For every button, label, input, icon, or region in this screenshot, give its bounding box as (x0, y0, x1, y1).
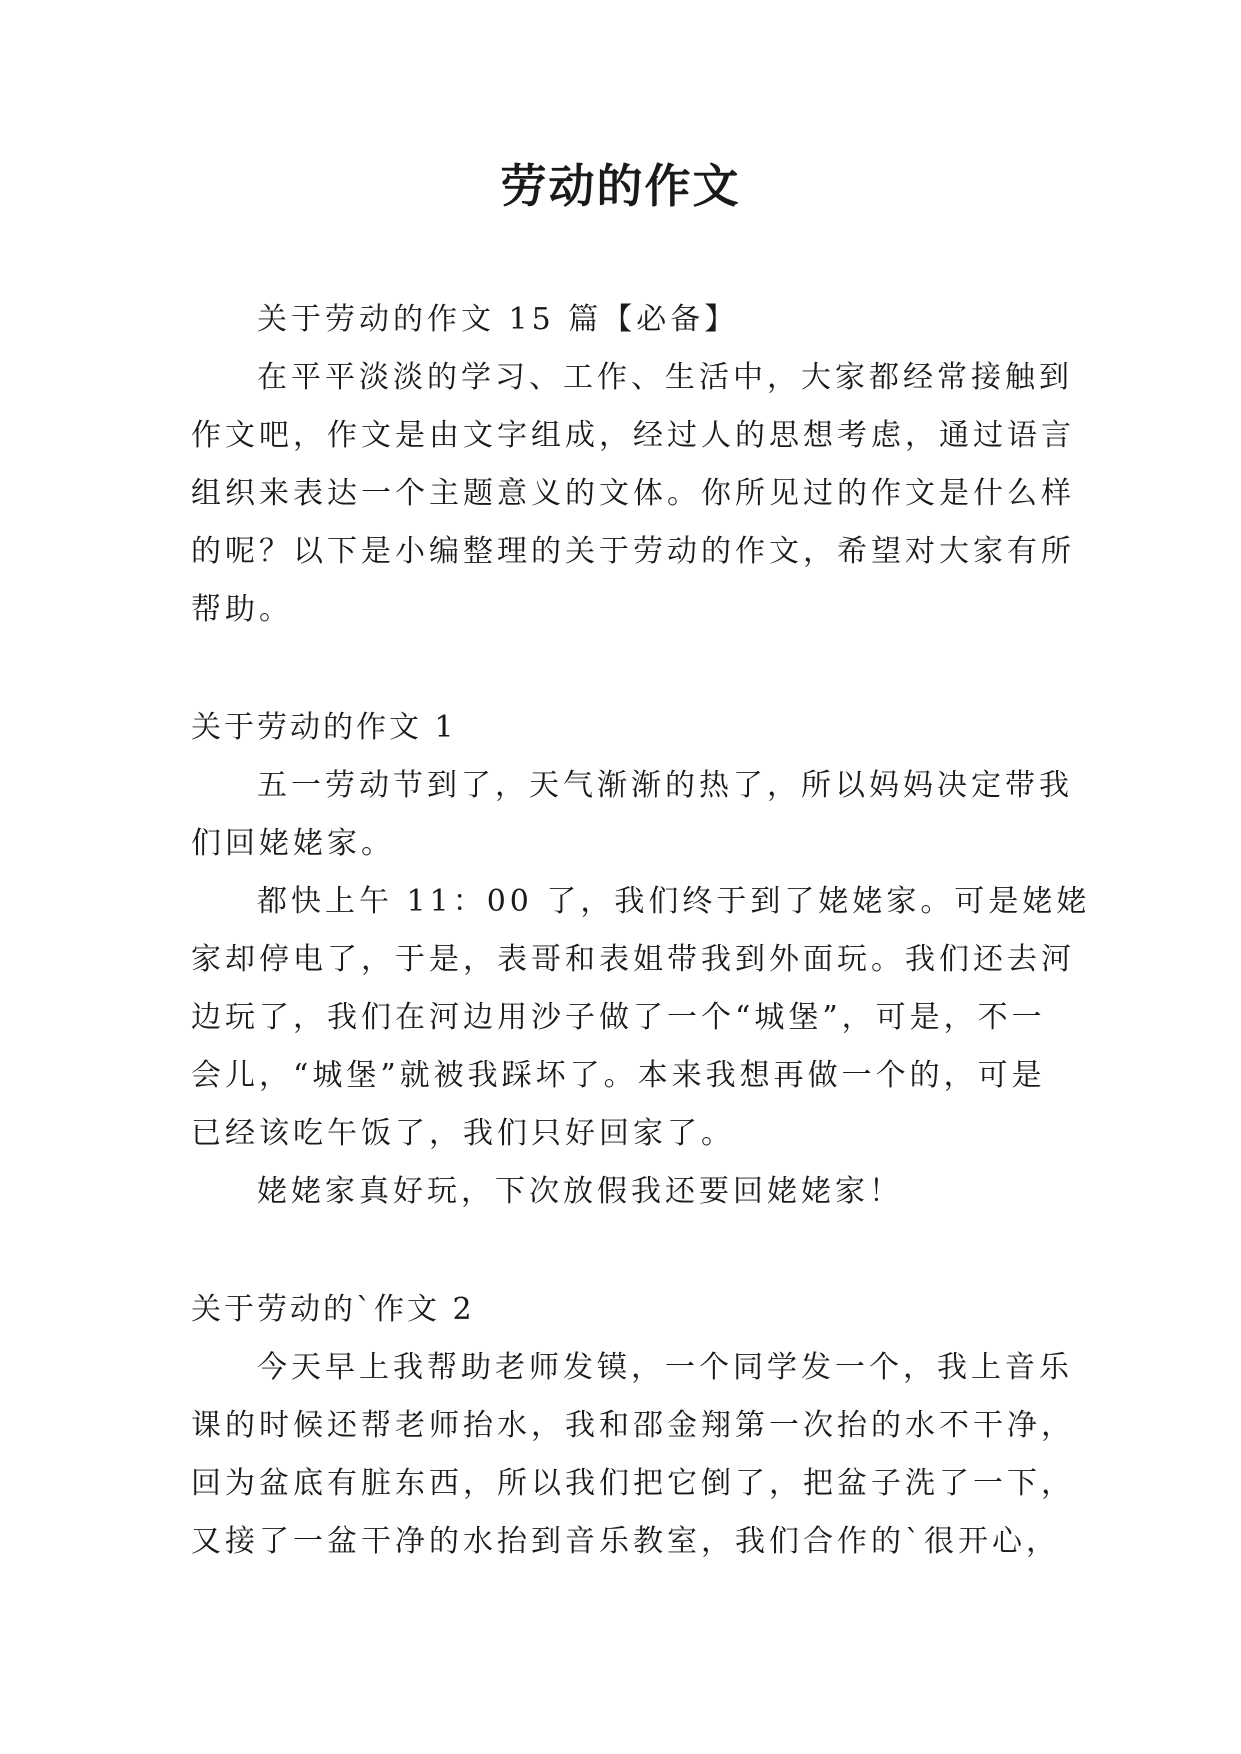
section-gap (191, 639, 1071, 699)
intro-paragraph (191, 349, 1075, 639)
essay-line: 今天早上我帮助老师发镆，一个同学发一个，我上音乐 (257, 1350, 1073, 1385)
intro-line: 帮助。 (191, 592, 293, 627)
essay1-heading: 关于劳动的作文 1 (191, 710, 457, 745)
intro-subtitle: 关于劳动的作文 15 篇【必备】 (257, 302, 739, 337)
essay2-paragraph-1 (191, 1339, 1075, 1571)
essay-line: 课的时候还帮老师抬水，我和邵金翔第一次抬的水不干净， (191, 1408, 1075, 1443)
essay-line: 五一劳动节到了，天气渐渐的热了，所以妈妈决定带我 (257, 768, 1073, 803)
essay-line: 边玩了，我们在河边用沙子做了一个“城堡”，可是，不一 (191, 1000, 1046, 1035)
essay-line: 回为盆底有脏东西，所以我们把它倒了，把盆子洗了一下， (191, 1466, 1075, 1501)
essay-line: 会儿，“城堡”就被我踩坏了。本来我想再做一个的，可是 (191, 1058, 1046, 1093)
intro-line: 作文吧，作文是由文字组成，经过人的思想考虑，通过语言 (191, 418, 1075, 453)
section-gap (191, 1221, 1071, 1281)
essay1-paragraph-3 (191, 1163, 1071, 1221)
essay-line: 姥姥家真好玩，下次放假我还要回姥姥家！ (257, 1174, 903, 1209)
essay-line: 已经该吃午饭了，我们只好回家了。 (191, 1116, 735, 1151)
essay-line: 们回姥姥家。 (191, 826, 395, 861)
essay1-paragraph-1 (191, 757, 1071, 873)
essay-line: 家却停电了，于是，表哥和表姐带我到外面玩。我们还去河 (191, 942, 1075, 977)
essay-line: 都快上午 11：00 了，我们终于到了姥姥家。可是姥姥 (257, 884, 1091, 919)
intro-line: 在平平淡淡的学习、工作、生活中，大家都经常接触到 (257, 360, 1073, 395)
essay1-paragraph-2 (191, 873, 1091, 1163)
document-body (191, 291, 1091, 1571)
essay2-heading: 关于劳动的`作文 2 (191, 1292, 475, 1327)
document-title: 劳动的作文 (500, 159, 741, 213)
essay-line: 又接了一盆干净的水抬到音乐教室，我们合作的`很开心， (191, 1524, 1060, 1559)
intro-line: 的呢？以下是小编整理的关于劳动的作文，希望对大家有所 (191, 534, 1075, 569)
intro-line: 组织来表达一个主题意义的文体。你所见过的作文是什么样 (191, 476, 1075, 511)
